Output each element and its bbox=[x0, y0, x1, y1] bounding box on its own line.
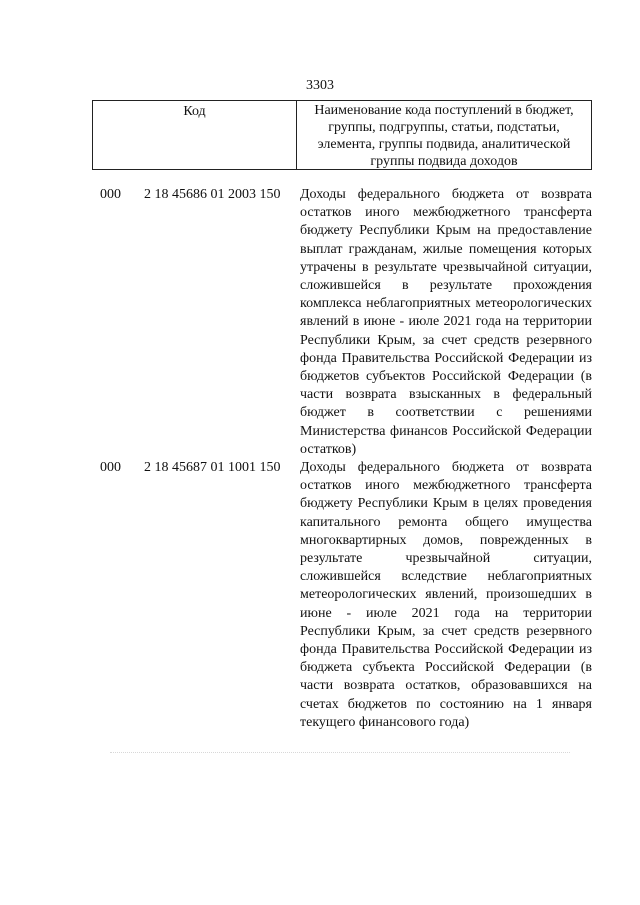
row-budget-code: 2 18 45687 01 1001 150 bbox=[144, 460, 281, 476]
row-admin-code: 000 bbox=[100, 460, 121, 476]
header-name-column: Наименование кода поступлений в бюджет, группы, подгруппы, статьи, подстатьи, элемента, группы подвида, аналитической группы подвида доходов bbox=[314, 103, 574, 169]
scan-artifact-line bbox=[110, 752, 570, 757]
table-row bbox=[100, 459, 592, 732]
row-budget-code: 2 18 45686 01 2003 150 bbox=[144, 187, 281, 202]
row-description: Доходы федерального бюджета от возврата остатков иного межбюджетного трансферта бюджету Республики Крым на предоставление выплат гражданам, жилые помещения которых утрачены в результате чрезвычайной ситуации, сложившейся в результате прохождения комплекса неблагоприятных метеорологических явлений в июне - июле 2021 года на территории Республики Крым, за счет средств резервного фонда Правительства Российской Федерации из бюджетов субъектов Российской Федерации (в части возврата взысканных в федеральный бюджет в соответствии с решениями Министерства финансов Российской Федерации остатков) bbox=[300, 187, 592, 457]
row-description: Доходы федерального бюджета от возврата остатков иного межбюджетного трансферта бюджету Республики Крым в целях проведения капитального ремонта общего имущества многоквартирных домов, поврежденных в результате чрезвычайной ситуации, сложившейся вследствие неблагоприятных метеорологических явлений, произошедших в июне - июле 2021 года на территории Республики Крым, за счет средств резервного фонда Правительства Российской Федерации из бюджета субъекта Российской Федерации (в части возврата остатков, образовавшихся на счетах бюджетов по состоянию на 1 января текущего финансового года) bbox=[300, 460, 592, 730]
row-admin-code: 000 bbox=[100, 187, 121, 202]
page-number: 3303 bbox=[306, 78, 334, 93]
table-header bbox=[92, 100, 592, 170]
table-body bbox=[100, 186, 592, 732]
table-row bbox=[100, 186, 592, 459]
header-code-column: Код bbox=[93, 101, 297, 169]
